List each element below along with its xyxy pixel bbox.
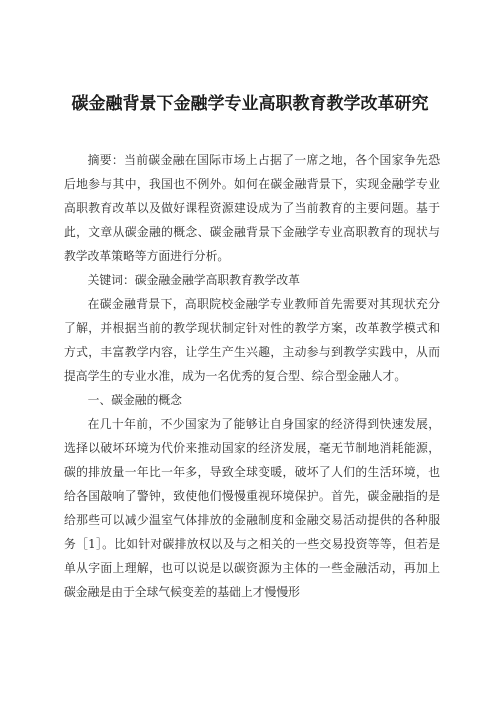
document-title: 碳金融背景下金融学专业高职教育教学改革研究 <box>71 94 429 114</box>
section-heading: 一、碳金融的概念 <box>87 393 182 407</box>
section-paragraph: 在几十年前，不少国家为了能够让自身国家的经济得到快速发展，选择以破坏环境为代价来推动国家的经济发展，毫无节制地消耗能源，碳的排放量一年比一年多，导致全球变暖，破坏了人们的生活环境，也给各国敲响了警钟，致使他们慢慢重视环境保护。首先，碳金融指的是给那些可以减少温室气体排放的金融制度和金融交易活动提供的各种服务［1］。比如针对碳排放权以及与之相关的一些交易投资等等，但若是单从字面上理解，也可以说是以碳资源为主体的一些金融活动，再加上碳金融是由于全球气候变差的基础上才慢慢形 <box>64 417 440 599</box>
abstract-paragraph: 摘要：当前碳金融在国际市场上占据了一席之地，各个国家争先恐后地参与其中，我国也不例外。如何在碳金融背景下，实现金融学专业高职教育改革以及做好课程资源建设成为了当前教育的主要问题。基于此，文章从碳金融的概念、碳金融背景下金融学专业高职教育的现状与教学改革策略等方面进行分析。 <box>64 153 440 263</box>
document-body <box>64 148 440 604</box>
intro-paragraph: 在碳金融背景下，高职院校金融学专业教师首先需要对其现状充分了解，并根据当前的教学现状制定针对性的教学方案，改革教学模式和方式，丰富教学内容，让学生产生兴趣，主动参与到教学实践中，从而提高学生的专业水准，成为一名优秀的复合型、综合型金融人才。 <box>64 297 440 383</box>
keywords-paragraph: 关键词：碳金融金融学高职教育教学改革 <box>87 273 300 287</box>
